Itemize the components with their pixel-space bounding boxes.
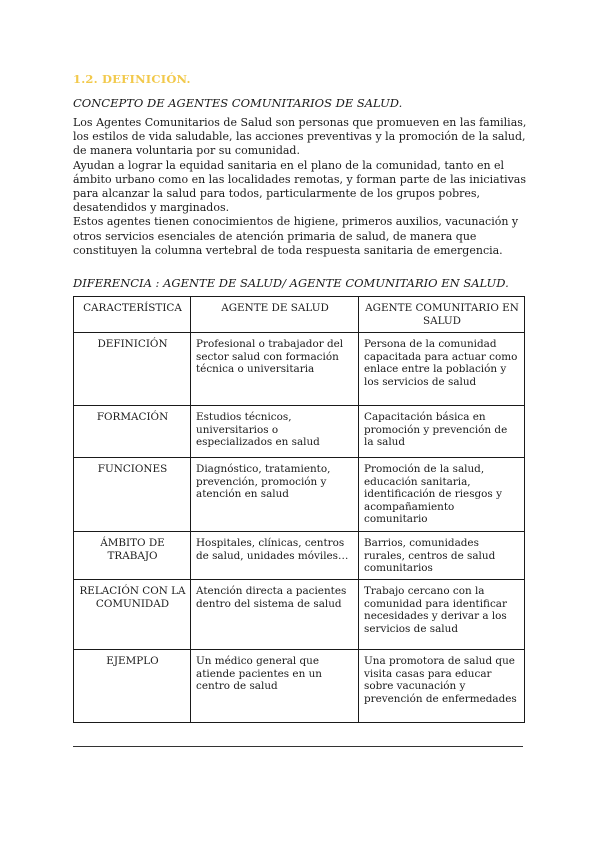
characteristic-cell: EJEMPLO	[74, 650, 191, 723]
table-row	[74, 333, 525, 406]
agente-salud-cell: Hospitales, clínicas, centros de salud, unidades móviles…	[191, 532, 359, 580]
agente-comunitario-cell: Persona de la comunidad capacitada para actuar como enlace entre la población y los servicios de salud	[359, 333, 525, 406]
paragraph: Estos agentes tienen conocimientos de higiene, primeros auxilios, vacunación y otros servicios esenciales de atención primaria de salud, de manera que constituyen la columna vertebral de toda respuesta sanitaria de emergencia.	[73, 215, 519, 257]
column-header: AGENTE DE SALUD	[191, 297, 359, 333]
agente-salud-cell: Atención directa a pacientes dentro del sistema de salud	[191, 580, 359, 650]
characteristic-cell: DEFINICIÓN	[74, 333, 191, 406]
agente-salud-cell: Profesional o trabajador del sector salud con formación técnica o universitaria	[191, 333, 359, 406]
agente-salud-cell: Diagnóstico, tratamiento, prevención, promoción y atención en salud	[191, 458, 359, 532]
table-row	[74, 458, 525, 532]
horizontal-rule	[73, 746, 523, 747]
table-row	[74, 406, 525, 458]
agente-comunitario-cell: Barrios, comunidades rurales, centros de salud comunitarios	[359, 532, 525, 580]
table-row	[74, 580, 525, 650]
table-row	[74, 650, 525, 723]
characteristic-cell: RELACIÓN CON LA COMUNIDAD	[74, 580, 191, 650]
agente-comunitario-cell: Capacitación básica en promoción y prevención de la salud	[359, 406, 525, 458]
section-heading: 1.2. DEFINICIÓN.	[73, 72, 191, 86]
table-header-row	[74, 297, 525, 333]
paragraph: Los Agentes Comunitarios de Salud son personas que promueven en las familias, los estilos de vida saludable, las acciones preventivas y la promoción de la salud, de manera voluntaria por su comunidad.	[73, 116, 527, 158]
agente-comunitario-cell: Trabajo cercano con la comunidad para identificar necesidades y derivar a los servicios de salud	[359, 580, 525, 650]
characteristic-cell: ÁMBITO DE TRABAJO	[74, 532, 191, 580]
body-text	[73, 116, 535, 258]
agente-salud-cell: Un médico general que atiende pacientes en un centro de salud	[191, 650, 359, 723]
agente-comunitario-cell: Promoción de la salud, educación sanitaria, identificación de riesgos y acompañamiento comunitario	[359, 458, 525, 532]
paragraph: Ayudan a lograr la equidad sanitaria en el plano de la comunidad, tanto en el ámbito urbano como en las localidades remotas, y forman parte de las iniciativas para alcanzar la salud para todos, particularmente de los grupos pobres, desatendidos y marginados.	[73, 158, 526, 215]
comparison-table	[73, 296, 525, 723]
subtitle: CONCEPTO DE AGENTES COMUNITARIOS DE SALUD.	[73, 96, 403, 110]
agente-comunitario-cell: Una promotora de salud que visita casas para educar sobre vacunación y prevención de enfermedades	[359, 650, 525, 723]
column-header: AGENTE COMUNITARIO EN SALUD	[359, 297, 525, 333]
table-row	[74, 532, 525, 580]
characteristic-cell: FUNCIONES	[74, 458, 191, 532]
characteristic-cell: FORMACIÓN	[74, 406, 191, 458]
column-header: CARACTERÍSTICA	[74, 297, 191, 333]
table-title: DIFERENCIA : AGENTE DE SALUD/ AGENTE COMUNITARIO EN SALUD.	[73, 276, 509, 290]
agente-salud-cell: Estudios técnicos, universitarios o especializados en salud	[191, 406, 359, 458]
